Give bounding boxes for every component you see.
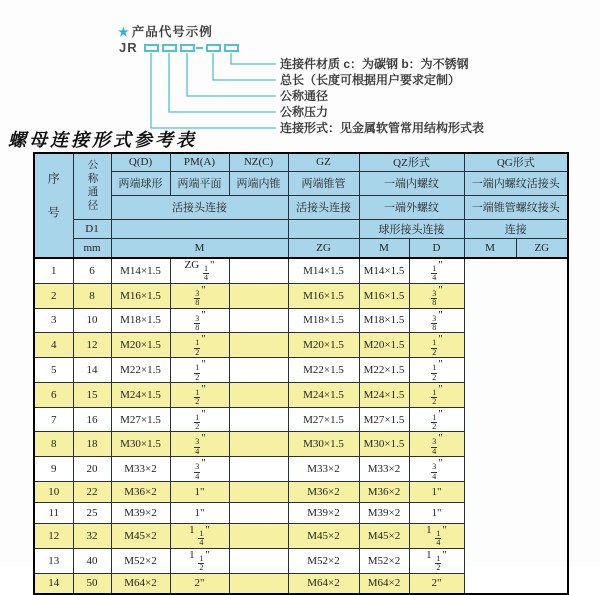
- table-cell: M52×2: [288, 548, 359, 573]
- table-row: [34, 333, 568, 358]
- label-nominal-pressure: 公称压力: [280, 105, 329, 119]
- table-row: [34, 524, 568, 549]
- header-thread-d: D: [409, 238, 464, 258]
- table-cell: M30×1.5: [111, 432, 170, 457]
- table-cell: M20×1.5: [288, 333, 359, 358]
- table-cell: M39×2: [288, 503, 359, 524]
- table-cell: 14: [73, 358, 111, 383]
- table-cell: $\frac{1}{2}$ ": [170, 333, 229, 358]
- table-row: [34, 457, 568, 482]
- table-cell: M27×1.5: [359, 407, 409, 432]
- table-cell: 20: [73, 457, 111, 482]
- label-material: 连接件材质 c：为碳钢 b：为不锈钢: [280, 57, 469, 71]
- nut-connection-table: [33, 152, 569, 595]
- header-group-qg: QG形式: [464, 153, 568, 171]
- table-cell: [229, 308, 288, 333]
- table-cell: 5: [34, 358, 73, 383]
- table-cell: ZG $\frac{1}{4}$ ": [170, 258, 229, 283]
- table-cell: [229, 548, 288, 573]
- table-cell: 50: [73, 573, 111, 594]
- table-cell: M14×1.5: [359, 258, 409, 283]
- table-cell: 32: [73, 524, 111, 549]
- label-total-length: 总长（长度可根据用户要求定制）: [280, 73, 461, 87]
- header-end-pma: 两端平面: [170, 171, 229, 195]
- table-cell: $\frac{1}{2}$ ": [170, 358, 229, 383]
- table-cell: M14×1.5: [288, 258, 359, 283]
- table-cell: 1 $\frac{1}{4}$ ": [170, 524, 229, 549]
- table-cell: M14×1.5: [111, 258, 170, 283]
- table-row: [34, 358, 568, 383]
- table-cell: 7: [34, 407, 73, 432]
- table-cell: 25: [73, 503, 111, 524]
- table-cell: M24×1.5: [288, 382, 359, 407]
- table-cell: M20×1.5: [111, 333, 170, 358]
- table-cell: M33×2: [359, 457, 409, 482]
- table-cell: 6: [73, 258, 111, 283]
- table-cell: M64×2: [288, 573, 359, 594]
- table-cell: 1 $\frac{1}{4}$ ": [409, 524, 464, 549]
- header-thread-m1: M: [111, 238, 288, 258]
- table-cell: $\frac{3}{4}$ ": [170, 457, 229, 482]
- table-cell: M52×2: [359, 548, 409, 573]
- table-cell: 6: [34, 382, 73, 407]
- table-cell: 4: [34, 333, 73, 358]
- header-end-qd: 两端球形: [111, 171, 170, 195]
- table-row: [34, 482, 568, 503]
- header-empty-1: [111, 219, 288, 238]
- table-cell: 10: [34, 482, 73, 503]
- table-cell: M33×2: [111, 457, 170, 482]
- table-cell: M45×2: [288, 524, 359, 549]
- header-conn-ball: 球形接头连接: [359, 219, 464, 238]
- table-cell: 8: [34, 432, 73, 457]
- table-cell: 12: [73, 333, 111, 358]
- table-cell: 2": [170, 573, 229, 594]
- header-group-qz: QZ形式: [359, 153, 464, 171]
- table-cell: $\frac{1}{4}$ ": [409, 258, 464, 283]
- header-conn-gz: 活接头连接: [288, 195, 359, 219]
- table-cell: [229, 503, 288, 524]
- table-cell: M18×1.5: [359, 308, 409, 333]
- table-cell: 12: [34, 524, 73, 549]
- table-row: [34, 258, 568, 283]
- table-cell: [229, 457, 288, 482]
- table-cell: M16×1.5: [359, 283, 409, 308]
- table-cell: [229, 333, 288, 358]
- header-end-nzc: 两端内锥: [229, 171, 288, 195]
- table-cell: [229, 358, 288, 383]
- table-cell: 15: [73, 382, 111, 407]
- table-cell: [229, 573, 288, 594]
- table-cell: M39×2: [111, 503, 170, 524]
- header-thread-m3: M: [464, 238, 516, 258]
- table-cell: 2: [34, 283, 73, 308]
- table-cell: 18: [73, 432, 111, 457]
- table-cell: 9: [34, 457, 73, 482]
- table-cell: M36×2: [288, 482, 359, 503]
- table-cell: $\frac{1}{2}$ ": [170, 407, 229, 432]
- table-title: 螺母连接形式参考表: [8, 130, 197, 150]
- table-cell: $\frac{3}{8}$ ": [170, 283, 229, 308]
- table-cell: [229, 524, 288, 549]
- header-group-pma: PM(A): [170, 153, 229, 171]
- table-cell: M36×2: [359, 482, 409, 503]
- table-cell: M18×1.5: [111, 308, 170, 333]
- table-cell: M30×1.5: [288, 432, 359, 457]
- table-cell: M22×1.5: [288, 358, 359, 383]
- table-cell: 1 $\frac{1}{2}$ ": [170, 548, 229, 573]
- table-cell: $\frac{3}{4}$ ": [409, 457, 464, 482]
- table-cell: M22×1.5: [111, 358, 170, 383]
- table-row: [34, 283, 568, 308]
- table-cell: 40: [73, 548, 111, 573]
- table-cell: 1": [409, 482, 464, 503]
- header-conn-qz: 一端外螺纹: [359, 195, 464, 219]
- header-empty-2: [288, 219, 359, 238]
- table-cell: 10: [73, 308, 111, 333]
- table-cell: M16×1.5: [111, 283, 170, 308]
- table-row: [34, 308, 568, 333]
- table-cell: [229, 283, 288, 308]
- header-conn-plain: 连接: [464, 219, 568, 238]
- table-cell: 8: [73, 283, 111, 308]
- table-cell: 3: [34, 308, 73, 333]
- label-connection-form: 连接形式：见金属软管常用结构形式表: [280, 121, 485, 135]
- table-cell: M45×2: [111, 524, 170, 549]
- table-cell: $\frac{1}{2}$ ": [409, 358, 464, 383]
- table-cell: M52×2: [111, 548, 170, 573]
- table-cell: M22×1.5: [359, 358, 409, 383]
- table-cell: M36×2: [111, 482, 170, 503]
- table-cell: [229, 482, 288, 503]
- table-cell: M27×1.5: [111, 407, 170, 432]
- header-dn: 公称通径: [73, 153, 111, 219]
- table-cell: M30×1.5: [359, 432, 409, 457]
- table-cell: 1: [34, 258, 73, 283]
- product-code-heading-text: 产品代号示例: [131, 25, 213, 39]
- header-thread-zg1: ZG: [288, 238, 359, 258]
- table-cell: M18×1.5: [288, 308, 359, 333]
- header-conn-union: 活接头连接: [111, 195, 288, 219]
- table-header: [34, 153, 568, 258]
- table-cell: 14: [34, 573, 73, 594]
- header-group-gz: GZ: [288, 153, 359, 171]
- table-cell: $\frac{3}{4}$ ": [409, 432, 464, 457]
- header-group-nzc: NZ(C): [229, 153, 288, 171]
- table-row: [34, 503, 568, 524]
- table-cell: $\frac{1}{2}$ ": [409, 382, 464, 407]
- table-cell: M33×2: [288, 457, 359, 482]
- table-cell: [229, 432, 288, 457]
- table-row: [34, 382, 568, 407]
- table-cell: $\frac{1}{2}$ ": [170, 382, 229, 407]
- header-mm: mm: [73, 238, 111, 258]
- header-d1: D1: [73, 219, 111, 238]
- table-cell: [229, 258, 288, 283]
- table-cell: 2": [409, 573, 464, 594]
- header-thread-zg2: ZG: [516, 238, 568, 258]
- table-cell: M27×1.5: [288, 407, 359, 432]
- table-cell: $\frac{1}{2}$ ": [409, 407, 464, 432]
- header-conn-qg: 一端锥管螺纹接头: [464, 195, 568, 219]
- table-cell: 1": [170, 503, 229, 524]
- table-cell: M20×1.5: [359, 333, 409, 358]
- table-cell: [229, 407, 288, 432]
- table-cell: 11: [34, 503, 73, 524]
- table-cell: M64×2: [359, 573, 409, 594]
- table-cell: $\frac{3}{8}$ ": [170, 308, 229, 333]
- header-thread-m2: M: [359, 238, 409, 258]
- table-cell: M45×2: [359, 524, 409, 549]
- table-cell: 22: [73, 482, 111, 503]
- table-cell: 1": [170, 482, 229, 503]
- table-cell: 13: [34, 548, 73, 573]
- table-cell: M24×1.5: [111, 382, 170, 407]
- header-end-qz: 一端内螺纹: [359, 171, 464, 195]
- header-end-qg: 一端内螺纹活接头: [464, 171, 568, 195]
- header-group-qd: Q(D): [111, 153, 170, 171]
- table-cell: M39×2: [359, 503, 409, 524]
- table-cell: $\frac{3}{8}$ ": [409, 283, 464, 308]
- header-end-gz: 两端锥管: [288, 171, 359, 195]
- table-row: [34, 432, 568, 457]
- code-prefix: JR: [119, 40, 138, 55]
- table-row: [34, 548, 568, 573]
- table-cell: [229, 382, 288, 407]
- table-row: [34, 573, 568, 594]
- table-cell: $\frac{3}{4}$ ": [170, 432, 229, 457]
- table-cell: M24×1.5: [359, 382, 409, 407]
- table-body: [34, 258, 568, 594]
- table-cell: 1": [409, 503, 464, 524]
- table-cell: $\frac{3}{8}$ ": [409, 308, 464, 333]
- table-cell: M64×2: [111, 573, 170, 594]
- table-cell: 16: [73, 407, 111, 432]
- table-cell: 1 $\frac{1}{2}$ ": [409, 548, 464, 573]
- table-cell: M16×1.5: [288, 283, 359, 308]
- label-nominal-bore: 公称通径: [280, 89, 329, 103]
- header-seq: 序号: [34, 153, 73, 258]
- table-cell: $\frac{1}{2}$ ": [409, 333, 464, 358]
- star-icon: ★: [118, 25, 130, 39]
- table-row: [34, 407, 568, 432]
